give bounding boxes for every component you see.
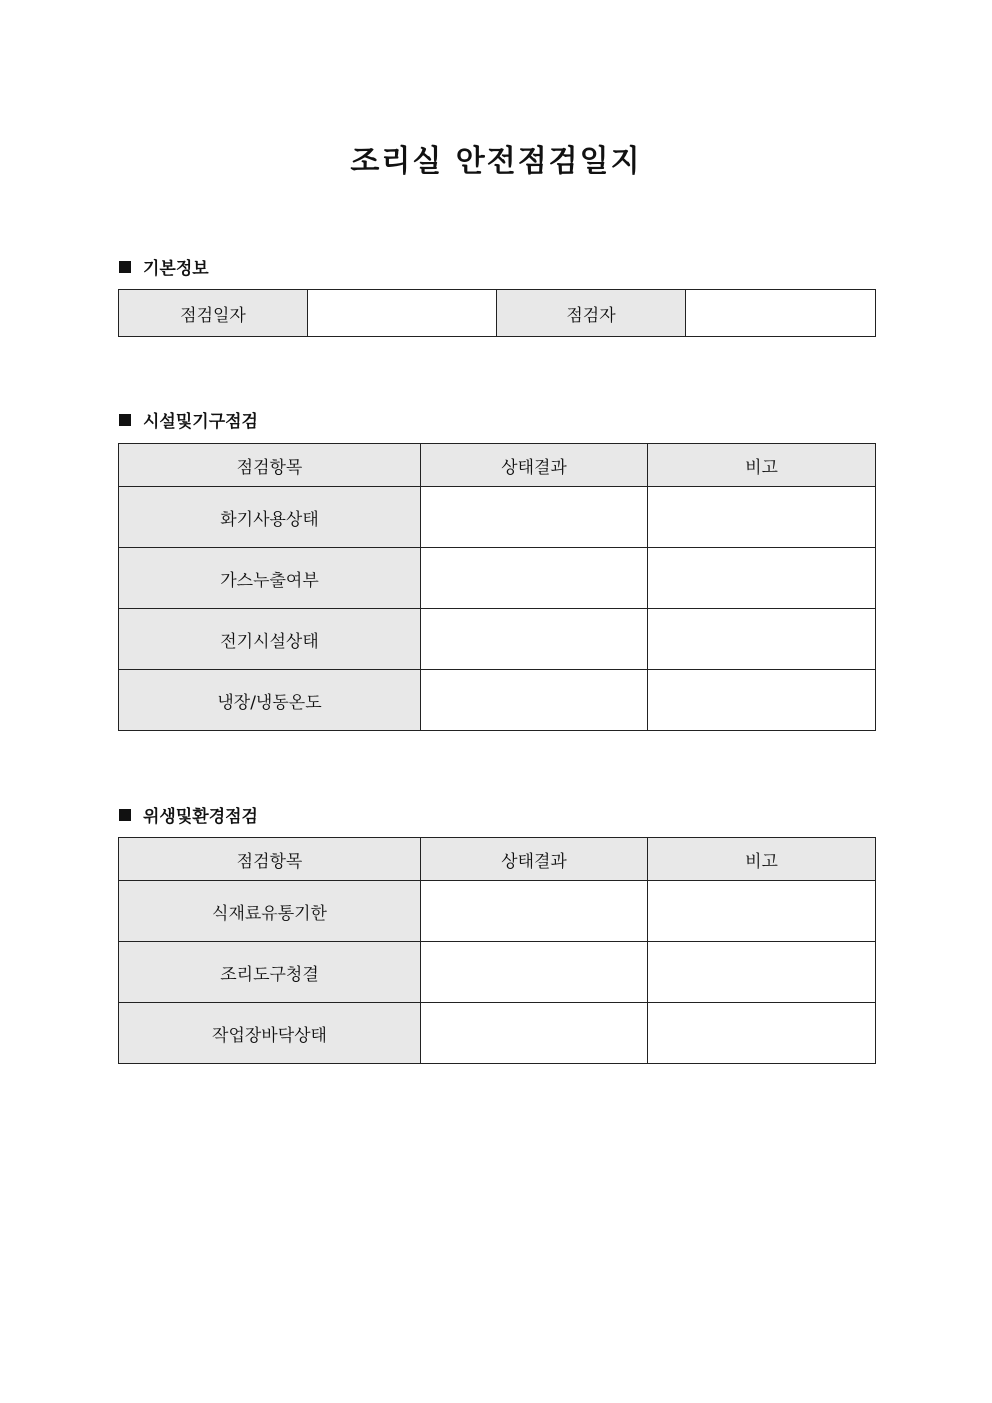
check-item-label: 식재료유통기한 [119, 881, 421, 942]
square-bullet-icon [119, 809, 131, 821]
note-cell[interactable] [648, 548, 876, 609]
result-cell[interactable] [421, 1003, 648, 1064]
table-header-row [119, 838, 876, 881]
date-label: 점검일자 [119, 290, 308, 337]
date-field[interactable] [308, 290, 497, 337]
check-item-label: 작업장바닥상태 [119, 1003, 421, 1064]
section-heading-hygiene [119, 802, 258, 827]
check-item-label: 화기사용상태 [119, 487, 421, 548]
note-cell[interactable] [648, 881, 876, 942]
section-heading-label: 기본정보 [143, 259, 209, 279]
table-row [119, 487, 876, 548]
result-cell[interactable] [421, 548, 648, 609]
square-bullet-icon [119, 414, 131, 426]
facility-check-table [118, 443, 876, 731]
result-cell[interactable] [421, 942, 648, 1003]
column-header-result: 상태결과 [421, 444, 648, 487]
section-heading-facility [119, 407, 258, 432]
section-heading-label: 시설및기구점검 [143, 412, 258, 432]
inspector-label: 점검자 [497, 290, 686, 337]
note-cell[interactable] [648, 609, 876, 670]
check-item-label: 냉장/냉동온도 [119, 670, 421, 731]
table-header-row [119, 444, 876, 487]
square-bullet-icon [119, 261, 131, 273]
check-item-label: 조리도구청결 [119, 942, 421, 1003]
page-title: 조리실 안전점검일지 [350, 144, 642, 179]
note-cell[interactable] [648, 670, 876, 731]
note-cell[interactable] [648, 942, 876, 1003]
inspector-field[interactable] [686, 290, 876, 337]
hygiene-check-table [118, 837, 876, 1064]
note-cell[interactable] [648, 1003, 876, 1064]
result-cell[interactable] [421, 609, 648, 670]
column-header-note: 비고 [648, 838, 876, 881]
table-row [119, 670, 876, 731]
table-row [119, 942, 876, 1003]
column-header-note: 비고 [648, 444, 876, 487]
note-cell[interactable] [648, 487, 876, 548]
basic-info-table [118, 289, 876, 337]
column-header-result: 상태결과 [421, 838, 648, 881]
check-item-label: 가스누출여부 [119, 548, 421, 609]
table-row [119, 609, 876, 670]
column-header-item: 점검항목 [119, 444, 421, 487]
column-header-item: 점검항목 [119, 838, 421, 881]
result-cell[interactable] [421, 881, 648, 942]
section-heading-basic [119, 254, 209, 279]
table-row [119, 1003, 876, 1064]
result-cell[interactable] [421, 670, 648, 731]
section-heading-label: 위생및환경점검 [143, 807, 258, 827]
table-row [119, 548, 876, 609]
check-item-label: 전기시설상태 [119, 609, 421, 670]
result-cell[interactable] [421, 487, 648, 548]
table-row [119, 290, 876, 337]
table-row [119, 881, 876, 942]
